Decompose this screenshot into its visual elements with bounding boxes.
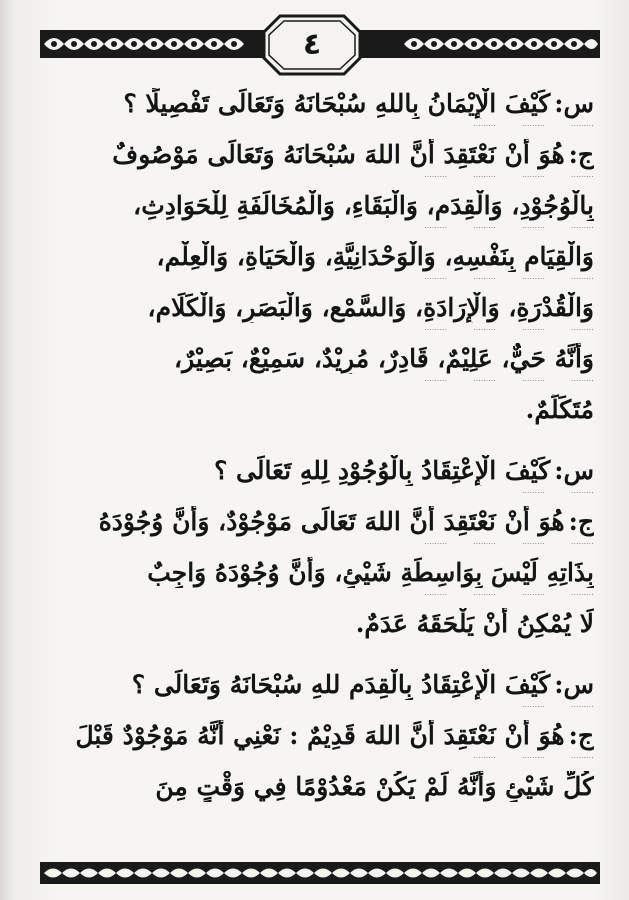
line-text: كَيْفَ الْإِيْمَانُ بِاللهِ سُبْحَانَهُ وَتَعَالَى تَفْصِيلًا ؟ [123,89,551,118]
line-text: وَالْقِيَامِ بِنَفْسِهِ، وَالْوَحْدَانِيَّةِ، وَالْحَيَاةِ، وَالْعِلْمِ، [156,242,594,271]
line-text: هُوَ أَنْ نَعْتَقِدَ أَنَّ اللهَ تَعَالَى مَوْجُوْدٌ، وَأَنَّ وُجُوْدَهُ [98,507,565,536]
line-text: لَا يُمْكِنُ أَنْ يَلْحَقَهُ عَدَمٌ. [355,609,594,638]
question-line [38,669,594,700]
line-text: وَالْقُدْرَةِ، وَالْإِرَادَةِ، وَالسَّمْعِ، وَالْبَصَرِ، وَالْكَلَامِ، [147,293,594,322]
interlinear-gloss: .................................... [424,588,594,597]
answer-line [38,557,594,588]
text-body [38,84,594,854]
interlinear-gloss: .................................... [424,323,594,332]
line-text: كَيْفَ الْإِعْتِقَادُ بِالْقِدَمِ للهِ سُبْحَانَهُ وَتَعَالَى ؟ [131,670,551,699]
answer-marker: ج: [568,140,594,169]
answer-line [38,292,594,323]
line-text: مُتَكَلِّمٌ. [525,395,594,424]
interlinear-gloss: .................. [522,486,594,495]
answer-line [38,608,594,639]
answer-line [38,241,594,272]
interlinear-gloss: ........................... [473,119,594,128]
interlinear-gloss: .................................... [424,272,594,281]
bottom-ornament-border [40,862,600,884]
interlinear-gloss: .................................... [424,170,594,179]
interlinear-gloss: .................................... [424,537,594,546]
line-text: كَيْفَ الْإِعْتِقَادُ بِالْوُجُوْدِ لِلهِ تَعَالَى ؟ [214,456,551,485]
answer-line [38,343,594,374]
line-text: كُلِّ شَيْئٍ وَأَنَّهُ لَمْ يَكُنْ مَعْدُوْمًا فِي وَقْتٍ مِنَ [155,772,594,801]
line-text: بِالْوُجُوْدِ، وَالْقِدَمِ، وَالْبَقَاءِ، وَالْمُخَالَفَةِ لِلْحَوَادِثِ، [133,191,594,220]
question-marker: س: [554,670,594,699]
interlinear-gloss: .................................... [424,221,594,230]
answer-line [38,394,594,425]
question-line [38,88,594,119]
interlinear-gloss: .................. [522,700,594,709]
line-text: وَأَنَّهُ حَيٌّ، عَلِيْمٌ، قَادِرٌ، مُرِيْدٌ، سَمِيْعٌ، بَصِيْرٌ، [174,344,594,373]
answer-marker: ج: [568,721,594,750]
answer-line [38,720,594,751]
answer-line [38,771,594,802]
answer-line [38,506,594,537]
line-text: هُوَ أَنْ نَعْتَقِدَ أَنَّ اللهَ سُبْحَانَهُ وَتَعَالَى مَوْصُوفٌ [112,140,565,169]
page-number: ٤ [302,27,322,62]
answer-line [38,190,594,221]
question-marker: س: [554,89,594,118]
answer-line [38,139,594,170]
line-text: هُوَ أَنْ نَعْتَقِدَ أَنَّ اللهَ قَدِيْمٌ : نَعْنِي أَنَّهُ مَوْجُوْدٌ قَبْلَ [75,721,565,750]
question-line [38,455,594,486]
interlinear-gloss: ........................... [473,751,594,760]
line-text: بِذَاتِهِ لَيْسَ بِوَاسِطَةِ شَيْئٍ، وَأَنَّ وُجُوْدَهُ وَاجِبٌ [147,558,594,587]
question-marker: س: [554,456,594,485]
answer-marker: ج: [568,507,594,536]
interlinear-gloss: .................................... [424,374,594,383]
